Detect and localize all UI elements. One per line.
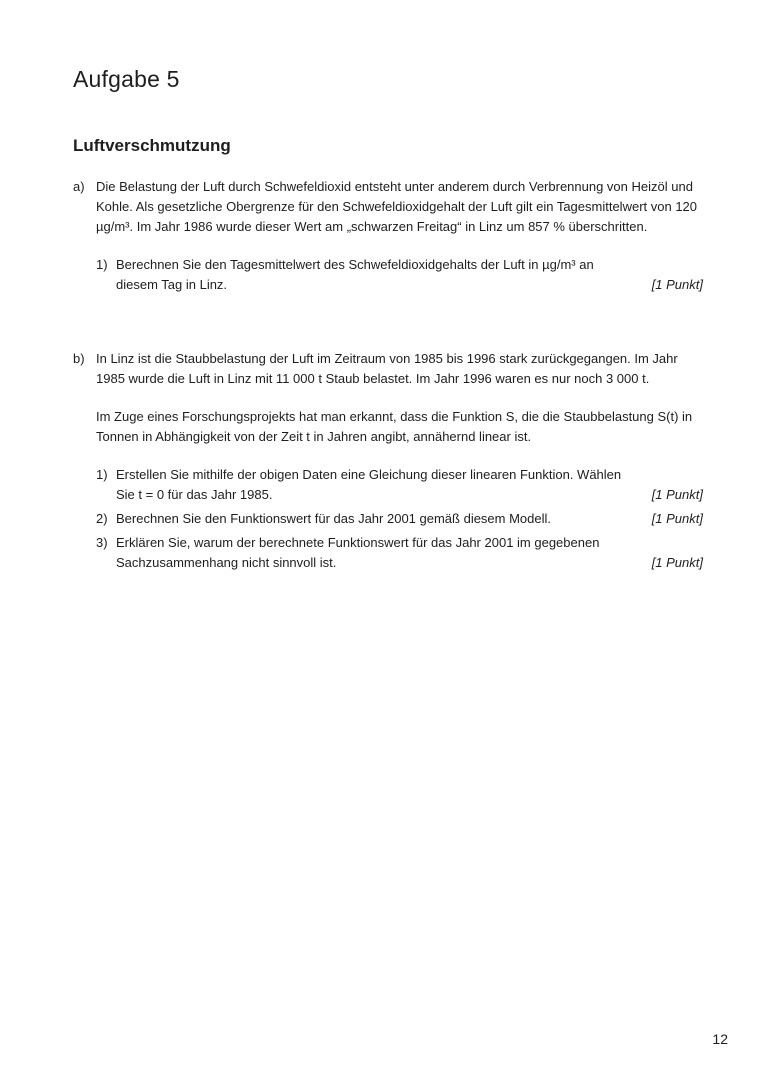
task-text: Erklären Sie, warum der berechnete Funktionswert für das Jahr 2001 im gegebenen Sachzusammenhang nicht sinnvoll ist. bbox=[116, 535, 600, 570]
task-number: 3) bbox=[96, 535, 108, 550]
part-b bbox=[73, 349, 703, 577]
task-points: [1 Punkt] bbox=[651, 511, 703, 526]
task-b3 bbox=[96, 533, 703, 573]
part-a-letter: a) bbox=[73, 179, 85, 194]
task-points: [1 Punkt] bbox=[651, 487, 703, 502]
part-b-text-1: In Linz ist die Staubbelastung der Luft im Zeitraum von 1985 bis 1996 stark zurückgegangen. Im Jahr 1985 wurde die Luft in Linz mit 11 000 t Staub belastet. Im Jahr 1996 waren es nur noch 3 000 t. bbox=[96, 351, 678, 386]
task-b1 bbox=[96, 465, 703, 505]
task-points: [1 Punkt] bbox=[651, 277, 703, 292]
page-number: 12 bbox=[712, 1031, 728, 1047]
task-number: 2) bbox=[96, 511, 108, 526]
page-title: Aufgabe 5 bbox=[73, 66, 180, 92]
task-text: Berechnen Sie den Tagesmittelwert des Schwefeldioxidgehalts der Luft in µg/m³ an diesem Tag in Linz. bbox=[116, 257, 594, 292]
part-b-letter: b) bbox=[73, 351, 85, 366]
task-text: Erstellen Sie mithilfe der obigen Daten eine Gleichung dieser linearen Funktion. Wählen Sie t = 0 für das Jahr 1985. bbox=[116, 467, 622, 502]
task-points: [1 Punkt] bbox=[651, 555, 703, 570]
part-a-body bbox=[96, 177, 703, 295]
part-b-text-2: Im Zuge eines Forschungsprojekts hat man erkannt, dass die Funktion S, die die Staubbelastung S(t) in Tonnen in Abhängigkeit von der Zeit t in Jahren angibt, annähernd linear ist. bbox=[96, 409, 693, 444]
part-a bbox=[73, 177, 703, 299]
part-a-tasks bbox=[96, 255, 703, 295]
task-text: Berechnen Sie den Funktionswert für das Jahr 2001 gemäß diesem Modell. bbox=[116, 511, 552, 526]
part-a-text: Die Belastung der Luft durch Schwefeldioxid entsteht unter anderem durch Verbrennung von Heizöl und Kohle. Als gesetzliche Obergrenze für den Schwefeldioxidgehalt der Luft gilt ein Tagesmittelwert von 120 µg/m³. Im Jahr 1986 wurde dieser Wert am „schwarzen Freitag“ in Linz um 857 % überschritten. bbox=[96, 179, 698, 234]
section-title: Luftverschmutzung bbox=[73, 136, 231, 155]
task-a1 bbox=[96, 255, 703, 295]
task-number: 1) bbox=[96, 257, 108, 272]
part-b-body bbox=[96, 349, 703, 573]
task-number: 1) bbox=[96, 467, 108, 482]
part-b-tasks bbox=[96, 465, 703, 573]
task-b2 bbox=[96, 509, 703, 529]
